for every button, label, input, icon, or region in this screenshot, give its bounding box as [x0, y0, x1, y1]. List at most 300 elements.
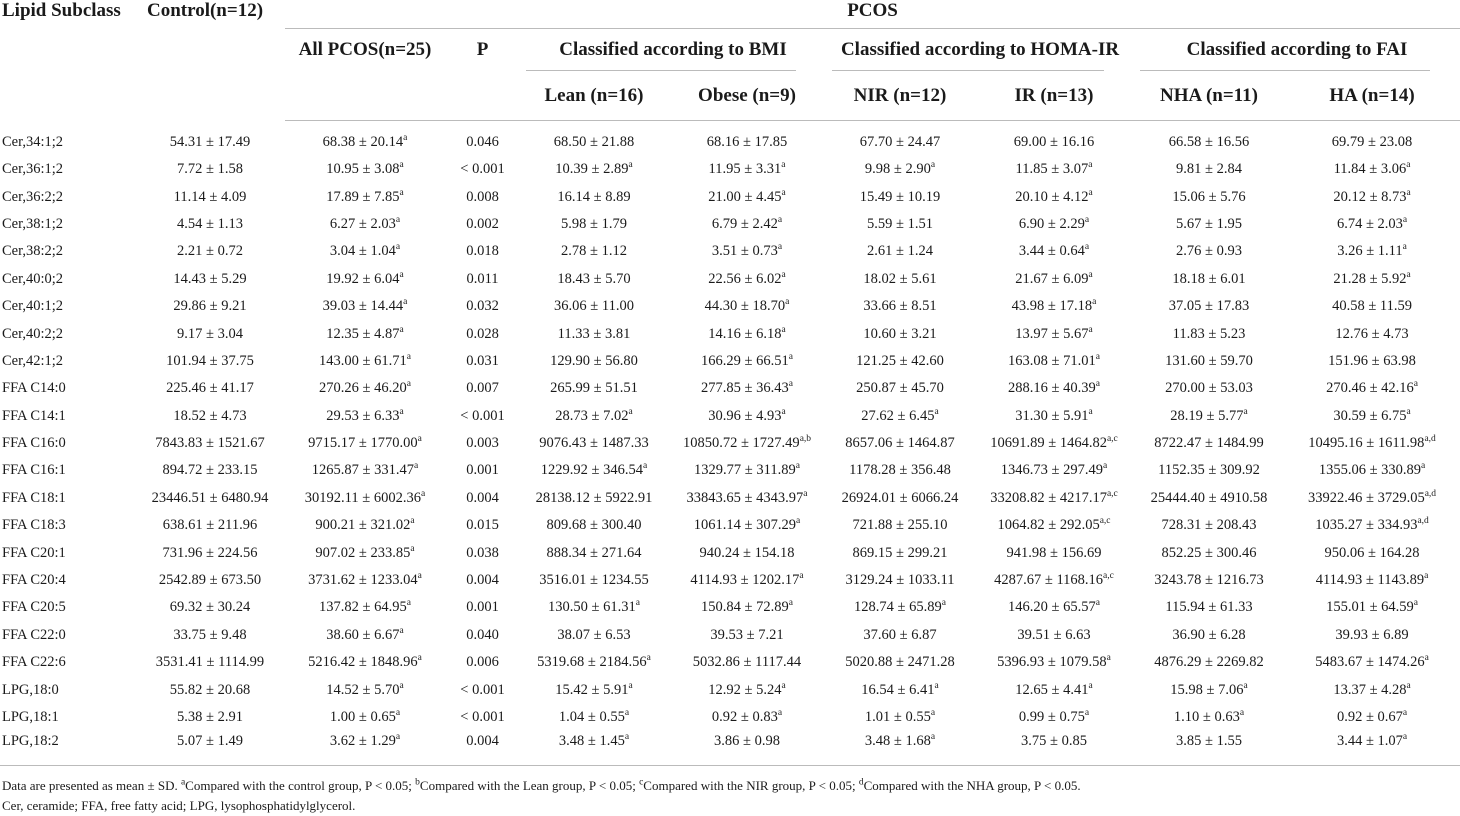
- all-pcos-cell: [285, 457, 445, 484]
- cell-value: 1.04 ± 0.55: [558, 709, 625, 725]
- nir-cell: [826, 485, 974, 512]
- nha-cell: [1134, 512, 1284, 539]
- significance-marker: a,d: [1417, 516, 1429, 527]
- nir-cell: [826, 731, 974, 766]
- cell-value: 69.00 ± 16.16: [1013, 134, 1095, 150]
- cell-value: 39.93 ± 6.89: [1335, 626, 1409, 643]
- significance-marker: a,c: [1106, 489, 1118, 500]
- control-cell: [135, 704, 285, 731]
- lean-cell: [520, 121, 668, 157]
- p-value-cell: [445, 731, 520, 766]
- cell-value: 14.16 ± 6.18: [708, 325, 782, 342]
- cell-value: 10.60 ± 3.21: [863, 325, 937, 342]
- obese-cell: [668, 211, 826, 238]
- control-cell: [135, 156, 285, 183]
- nir-cell: [826, 649, 974, 676]
- significance-marker: a: [643, 461, 648, 472]
- control-cell: [135, 649, 285, 676]
- cell-value: < 0.001: [460, 161, 505, 178]
- cell-value: 731.96 ± 224.56: [162, 544, 258, 561]
- header-p-value: P: [445, 29, 520, 121]
- ir-cell: [974, 156, 1134, 183]
- significance-marker: a: [417, 571, 422, 582]
- p-value-cell: [445, 403, 520, 430]
- header-all-pcos: All PCOS(n=25): [285, 29, 445, 121]
- ir-cell: [974, 457, 1134, 484]
- cell-value: 15.98 ± 7.06: [1170, 681, 1244, 698]
- ir-cell: [974, 622, 1134, 649]
- cell-value: 1329.77 ± 311.89: [694, 462, 796, 479]
- lipid-name-cell: FFA C14:1: [2, 407, 66, 424]
- ir-cell: [974, 211, 1134, 238]
- ha-cell: [1284, 403, 1460, 430]
- ir-cell: [974, 676, 1134, 703]
- lean-cell: [520, 731, 668, 766]
- cell-value: 0.040: [466, 626, 499, 643]
- significance-marker: a: [930, 732, 936, 743]
- significance-marker: a: [1424, 571, 1429, 582]
- significance-marker: a,d: [1424, 434, 1436, 445]
- significance-marker: a: [624, 732, 630, 743]
- lean-cell: [520, 485, 668, 512]
- cell-value: 5396.93 ± 1079.58: [997, 654, 1107, 671]
- ir-cell: [974, 266, 1134, 293]
- all-pcos-cell: [285, 266, 445, 293]
- nha-cell: [1134, 704, 1284, 731]
- p-value-cell: [445, 512, 520, 539]
- all-pcos-cell: [285, 320, 445, 347]
- cell-value: 43.98 ± 17.18: [1011, 298, 1093, 315]
- nir-cell: [826, 320, 974, 347]
- nir-cell: [826, 348, 974, 375]
- all-pcos-cell: [285, 512, 445, 539]
- significance-marker: a: [1095, 379, 1100, 390]
- significance-marker: a,c: [1103, 571, 1114, 582]
- significance-marker: a: [399, 160, 404, 171]
- lean-cell: [520, 156, 668, 183]
- obese-cell: [668, 375, 826, 402]
- significance-marker: a: [803, 489, 808, 500]
- cell-value: 10691.89 ± 1464.82: [990, 435, 1107, 452]
- cell-value: 7.72 ± 1.58: [177, 161, 243, 178]
- significance-marker: a: [781, 187, 786, 198]
- cell-value: 2542.89 ± 673.50: [158, 572, 262, 589]
- ha-cell: [1284, 348, 1460, 375]
- ha-cell: [1284, 567, 1460, 594]
- lean-cell: [520, 430, 668, 457]
- ir-cell: [974, 430, 1134, 457]
- ha-cell: [1284, 704, 1460, 731]
- header-lipid-subclass: Lipid Subclass: [2, 0, 121, 21]
- significance-marker: a: [1402, 242, 1407, 253]
- significance-marker: a: [1406, 406, 1411, 417]
- cell-value: 101.94 ± 37.75: [166, 352, 254, 369]
- significance-marker: a: [1088, 269, 1093, 280]
- p-value-cell: [445, 156, 520, 183]
- cell-value: 130.50 ± 61.31: [548, 599, 636, 616]
- cell-value: 1178.28 ± 356.48: [849, 462, 951, 479]
- cell-value: 13.97 ± 5.67: [1015, 325, 1089, 342]
- significance-marker: a: [1402, 215, 1408, 226]
- p-value-cell: [445, 293, 520, 320]
- all-pcos-cell: [285, 485, 445, 512]
- cell-value: 0.032: [466, 298, 499, 315]
- obese-cell: [668, 403, 826, 430]
- cell-value: 21.00 ± 4.45: [708, 188, 782, 205]
- cell-value: 1.01 ± 0.55: [864, 709, 931, 725]
- cell-value: 270.46 ± 42.16: [1326, 380, 1414, 397]
- lipid-name-cell: Cer,40:2;2: [2, 325, 64, 342]
- cell-value: 129.90 ± 56.80: [550, 352, 638, 369]
- ha-cell: [1284, 156, 1460, 183]
- significance-marker: a: [1084, 708, 1090, 719]
- ha-cell: [1284, 211, 1460, 238]
- obese-cell: [668, 649, 826, 676]
- cell-value: 5020.88 ± 2471.28: [845, 654, 955, 671]
- ir-cell: [974, 567, 1134, 594]
- significance-marker: a: [796, 516, 801, 527]
- significance-marker: a: [1406, 269, 1411, 280]
- cell-value: 728.31 ± 208.43: [1161, 517, 1257, 534]
- lipid-name-cell: Cer,40:0;2: [2, 270, 64, 287]
- cell-value: 5216.42 ± 1848.96: [308, 654, 418, 671]
- cell-value: 69.79 ± 23.08: [1331, 134, 1413, 150]
- ir-cell: [974, 183, 1134, 210]
- significance-marker: a: [1239, 708, 1245, 719]
- header-pcos: PCOS: [285, 0, 1460, 29]
- significance-marker: a,c: [1099, 516, 1111, 527]
- table-row: [0, 211, 1460, 238]
- cell-value: 146.20 ± 65.57: [1008, 599, 1096, 616]
- obese-cell: [668, 704, 826, 731]
- lean-cell: [520, 293, 668, 320]
- cell-value: 907.02 ± 233.85: [315, 544, 411, 561]
- ha-cell: [1284, 266, 1460, 293]
- nir-cell: [826, 238, 974, 265]
- nha-cell: [1134, 539, 1284, 566]
- all-pcos-cell: [285, 539, 445, 566]
- ir-cell: [974, 320, 1134, 347]
- nha-cell: [1134, 622, 1284, 649]
- cell-value: 1152.35 ± 309.92: [1158, 462, 1260, 479]
- cell-value: 0.002: [466, 215, 499, 232]
- cell-value: 2.61 ± 1.24: [867, 243, 933, 260]
- cell-value: 4114.93 ± 1202.17: [690, 572, 800, 589]
- significance-marker: a: [934, 680, 939, 691]
- cell-value: 166.29 ± 66.51: [701, 352, 789, 369]
- control-cell: [135, 238, 285, 265]
- nha-cell: [1134, 731, 1284, 766]
- obese-cell: [668, 430, 826, 457]
- significance-marker: a: [406, 352, 411, 363]
- cell-value: 38.60 ± 6.67: [326, 626, 400, 643]
- significance-marker: a: [781, 324, 786, 335]
- significance-marker: a: [410, 543, 415, 554]
- significance-marker: a: [417, 434, 422, 445]
- all-pcos-cell: [285, 594, 445, 621]
- significance-marker: a: [1088, 187, 1093, 198]
- significance-marker: a: [795, 461, 800, 472]
- lean-cell: [520, 375, 668, 402]
- ha-cell: [1284, 457, 1460, 484]
- cell-value: 23446.51 ± 6480.94: [151, 489, 269, 506]
- cell-value: 277.85 ± 36.43: [701, 380, 789, 397]
- control-cell: [135, 512, 285, 539]
- cell-value: 150.84 ± 72.89: [701, 599, 789, 616]
- header-fai-group: Classified according to FAI: [1134, 29, 1460, 72]
- nir-cell: [826, 567, 974, 594]
- cell-value: 0.006: [466, 654, 499, 671]
- lipid-name-cell: FFA C22:6: [2, 654, 66, 671]
- cell-value: 12.92 ± 5.24: [708, 681, 782, 698]
- cell-value: 5.07 ± 1.49: [177, 733, 243, 750]
- cell-value: 12.65 ± 4.41: [1015, 681, 1089, 698]
- significance-marker: a: [1088, 324, 1093, 335]
- all-pcos-cell: [285, 567, 445, 594]
- ha-cell: [1284, 539, 1460, 566]
- footnote-text: Data are presented as mean ± SD.: [2, 778, 181, 793]
- table-row: [0, 430, 1460, 457]
- significance-marker: a: [1084, 242, 1090, 253]
- header-ha: HA (n=14): [1284, 71, 1460, 121]
- significance-marker: a: [1424, 653, 1429, 664]
- ha-cell: [1284, 676, 1460, 703]
- table-row: [0, 704, 1460, 731]
- all-pcos-cell: [285, 622, 445, 649]
- lipid-name-cell: FFA C18:3: [2, 517, 66, 534]
- cell-value: 0.004: [466, 733, 499, 750]
- cell-value: 31.30 ± 5.91: [1015, 407, 1089, 424]
- significance-marker: a: [628, 160, 633, 171]
- significance-marker: a: [1406, 680, 1411, 691]
- lipid-name-cell: FFA C20:5: [2, 599, 66, 616]
- p-value-cell: [445, 704, 520, 731]
- significance-marker: a: [934, 406, 939, 417]
- significance-marker: a: [414, 461, 419, 472]
- cell-value: 11.85 ± 3.07: [1015, 161, 1089, 178]
- cell-value: 1265.87 ± 331.47: [311, 462, 414, 479]
- ha-cell: [1284, 121, 1460, 157]
- lean-cell: [520, 622, 668, 649]
- cell-value: 950.06 ± 164.28: [1324, 544, 1420, 561]
- cell-value: 852.25 ± 300.46: [1161, 544, 1257, 561]
- cell-value: 265.99 ± 51.51: [550, 380, 638, 397]
- significance-marker: a: [1421, 461, 1426, 472]
- nir-cell: [826, 430, 974, 457]
- table-row: [0, 676, 1460, 703]
- significance-marker: a: [781, 680, 786, 691]
- lipid-name-cell: FFA C16:1: [2, 462, 66, 479]
- cell-value: 3531.41 ± 1114.99: [155, 654, 265, 671]
- cell-value: 37.60 ± 6.87: [863, 626, 937, 643]
- obese-cell: [668, 457, 826, 484]
- all-pcos-cell: [285, 403, 445, 430]
- lipid-name-cell: FFA C14:0: [2, 380, 66, 397]
- p-value-cell: [445, 567, 520, 594]
- cell-value: 0.99 ± 0.75: [1018, 709, 1085, 725]
- ha-cell: [1284, 320, 1460, 347]
- footnote-text: Compared with the Lean group, P < 0.05;: [419, 778, 640, 793]
- significance-marker: a: [1413, 379, 1418, 390]
- obese-cell: [668, 485, 826, 512]
- significance-marker: a: [399, 680, 404, 691]
- p-value-cell: [445, 649, 520, 676]
- control-cell: [135, 594, 285, 621]
- p-value-cell: [445, 121, 520, 157]
- significance-marker: a: [399, 406, 404, 417]
- cell-value: 941.98 ± 156.69: [1006, 544, 1102, 561]
- obese-cell: [668, 567, 826, 594]
- nir-cell: [826, 457, 974, 484]
- cell-value: 809.68 ± 300.40: [546, 517, 642, 534]
- control-cell: [135, 539, 285, 566]
- lipid-name-cell: Cer,38:1;2: [2, 215, 64, 232]
- nir-cell: [826, 121, 974, 157]
- footnote-abbreviations: Cer, ceramide; FFA, free fatty acid; LPG, lysophosphatidylglycerol.: [2, 798, 356, 813]
- p-value-cell: [445, 594, 520, 621]
- ir-cell: [974, 403, 1134, 430]
- nir-cell: [826, 622, 974, 649]
- significance-marker: a: [788, 352, 793, 363]
- cell-value: 33843.65 ± 4343.97: [686, 489, 804, 506]
- table-row: [0, 649, 1460, 676]
- obese-cell: [668, 238, 826, 265]
- obese-cell: [668, 121, 826, 157]
- table-row: [0, 156, 1460, 183]
- table-row: [0, 512, 1460, 539]
- footnote-text: Compared with the control group, P < 0.05;: [185, 778, 416, 793]
- lipid-name-cell: Cer,40:1;2: [2, 298, 64, 315]
- control-cell: [135, 430, 285, 457]
- cell-value: 0.003: [466, 435, 499, 452]
- cell-value: 5.98 ± 1.79: [561, 215, 627, 232]
- table-row: [0, 457, 1460, 484]
- all-pcos-cell: [285, 293, 445, 320]
- obese-cell: [668, 293, 826, 320]
- lean-cell: [520, 457, 668, 484]
- ir-cell: [974, 704, 1134, 731]
- significance-marker: a: [1406, 187, 1411, 198]
- lipid-name-cell: Cer,34:1;2: [2, 133, 64, 150]
- table-row: [0, 121, 1460, 157]
- cell-value: 0.015: [466, 517, 499, 534]
- significance-marker: a: [1106, 653, 1111, 664]
- nha-cell: [1134, 348, 1284, 375]
- cell-value: 1229.92 ± 346.54: [540, 462, 643, 479]
- cell-value: 2.21 ± 0.72: [177, 243, 243, 260]
- footnote-marker: d: [858, 777, 864, 788]
- cell-value: 1064.82 ± 292.05: [997, 517, 1100, 534]
- cell-value: 6.90 ± 2.29: [1018, 215, 1085, 232]
- table-row: [0, 731, 1460, 766]
- significance-marker: a: [785, 297, 790, 308]
- lean-cell: [520, 539, 668, 566]
- control-cell: [135, 485, 285, 512]
- ha-cell: [1284, 731, 1460, 766]
- lipid-name-cell: LPG,18:1: [2, 709, 59, 725]
- header-obese: Obese (n=9): [668, 71, 826, 121]
- control-cell: [135, 320, 285, 347]
- control-cell: [135, 676, 285, 703]
- cell-value: 1355.06 ± 330.89: [1318, 462, 1422, 479]
- nir-cell: [826, 211, 974, 238]
- cell-value: 29.53 ± 6.33: [326, 407, 400, 424]
- control-cell: [135, 731, 285, 766]
- cell-value: 11.14 ± 4.09: [173, 188, 247, 205]
- p-value-cell: [445, 622, 520, 649]
- header-bmi-group: Classified according to BMI: [520, 29, 826, 72]
- significance-marker: a: [646, 653, 651, 664]
- significance-marker: a: [777, 215, 783, 226]
- significance-marker: a: [628, 406, 633, 417]
- obese-cell: [668, 320, 826, 347]
- ha-cell: [1284, 649, 1460, 676]
- cell-value: 155.01 ± 64.59: [1326, 599, 1414, 616]
- ir-cell: [974, 649, 1134, 676]
- cell-value: 0.028: [466, 325, 499, 342]
- cell-value: 4876.29 ± 2269.82: [1154, 654, 1264, 671]
- nir-cell: [826, 156, 974, 183]
- cell-value: 18.52 ± 4.73: [173, 407, 247, 424]
- lean-cell: [520, 704, 668, 731]
- all-pcos-cell: [285, 238, 445, 265]
- cell-value: 225.46 ± 41.17: [166, 380, 254, 397]
- cell-value: 33922.46 ± 3729.05: [1308, 489, 1425, 506]
- ha-cell: [1284, 622, 1460, 649]
- ir-cell: [974, 238, 1134, 265]
- header-control: Control(n=12): [147, 0, 264, 21]
- cell-value: 37.05 ± 17.83: [1168, 298, 1250, 315]
- significance-marker: a: [624, 708, 630, 719]
- nir-cell: [826, 266, 974, 293]
- cell-value: 38.07 ± 6.53: [557, 626, 631, 643]
- all-pcos-cell: [285, 348, 445, 375]
- cell-value: 10.39 ± 2.89: [555, 161, 629, 178]
- lean-cell: [520, 676, 668, 703]
- cell-value: 3.26 ± 1.11: [1337, 243, 1403, 260]
- cell-value: 36.90 ± 6.28: [1172, 626, 1246, 643]
- nha-cell: [1134, 430, 1284, 457]
- cell-value: 3.86 ± 0.98: [714, 733, 780, 750]
- nha-cell: [1134, 238, 1284, 265]
- cell-value: 1061.14 ± 307.29: [693, 517, 796, 534]
- p-value-cell: [445, 211, 520, 238]
- cell-value: 39.53 ± 7.21: [710, 626, 784, 643]
- significance-marker: a,b: [799, 434, 812, 445]
- significance-marker: a: [788, 379, 793, 390]
- significance-marker: a: [799, 571, 804, 582]
- cell-value: 0.046: [466, 134, 499, 150]
- control-cell: [135, 348, 285, 375]
- control-cell: [135, 403, 285, 430]
- footnote-marker: b: [415, 777, 420, 788]
- table-row: [0, 567, 1460, 594]
- cell-value: 721.88 ± 255.10: [852, 517, 948, 534]
- cell-value: 143.00 ± 61.71: [319, 352, 407, 369]
- lipid-name-cell: FFA C18:1: [2, 489, 66, 506]
- cell-value: 33208.82 ± 4217.17: [990, 489, 1107, 506]
- ir-cell: [974, 348, 1134, 375]
- significance-marker: a: [395, 708, 401, 719]
- all-pcos-cell: [285, 704, 445, 731]
- ir-cell: [974, 731, 1134, 766]
- nir-cell: [826, 375, 974, 402]
- significance-marker: a: [403, 297, 408, 308]
- cell-value: 33.66 ± 8.51: [863, 298, 937, 315]
- cell-value: 11.83 ± 5.23: [1172, 325, 1246, 342]
- cell-value: 15.49 ± 10.19: [859, 188, 941, 205]
- cell-value: 54.31 ± 17.49: [169, 133, 251, 150]
